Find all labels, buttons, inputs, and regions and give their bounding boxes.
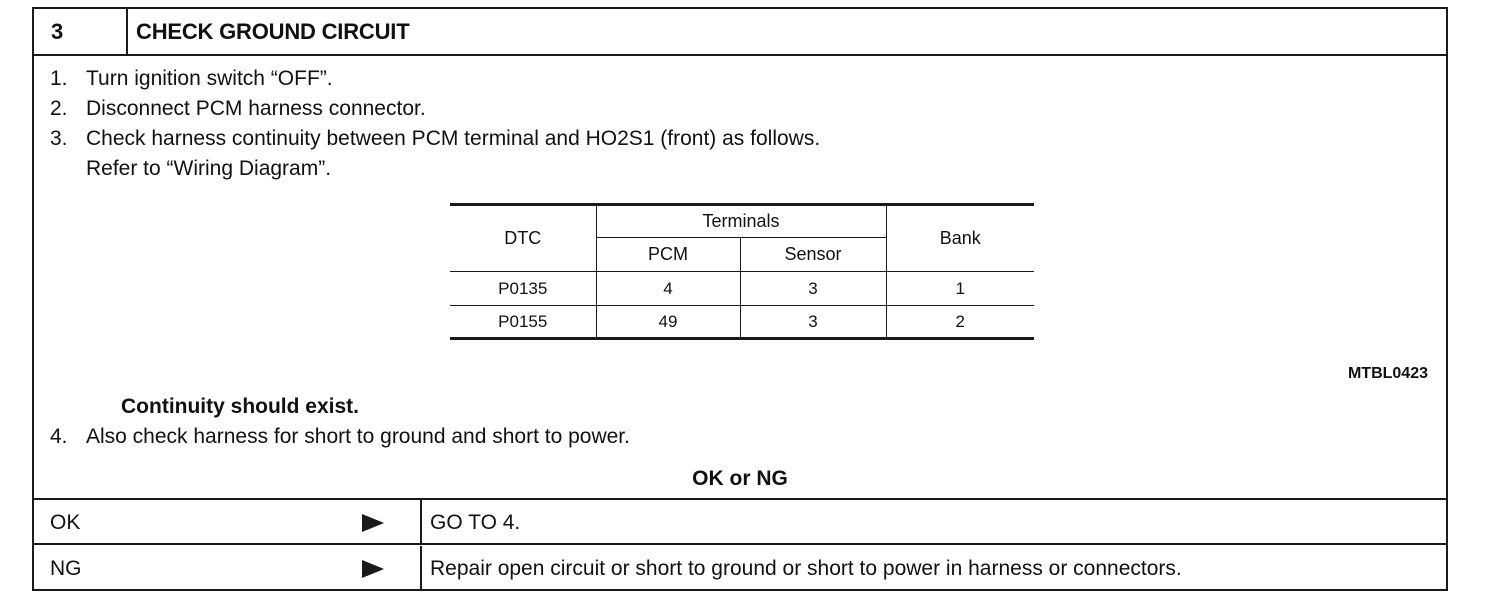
result-row-ng: [34, 546, 1446, 591]
cell-bank: 1: [886, 272, 1034, 306]
column-divider: [420, 546, 422, 591]
cell-sensor: 3: [740, 306, 886, 339]
table-row: [450, 306, 1034, 339]
cell-dtc: P0155: [450, 306, 596, 339]
step-number: 3: [34, 9, 128, 54]
result-label: OK: [50, 511, 81, 534]
procedure-text: Turn ignition switch “OFF”.: [86, 67, 333, 90]
header-sensor: Sensor: [740, 238, 886, 272]
arrow-right-icon: [362, 560, 384, 578]
result-row-ok: [34, 500, 1446, 545]
header-terminals: Terminals: [596, 205, 886, 238]
result-action: Repair open circuit or short to ground or short to power in harness or connectors.: [430, 557, 1182, 580]
cell-dtc: P0135: [450, 272, 596, 306]
table-row: [450, 272, 1034, 306]
continuity-note: Continuity should exist.: [121, 395, 360, 418]
result-action: GO TO 4.: [430, 511, 521, 534]
diagnostic-step-frame: [32, 7, 1448, 591]
procedure-number: 2.: [50, 97, 68, 120]
procedure-text: Refer to “Wiring Diagram”.: [86, 157, 332, 180]
arrow-right-icon: [362, 514, 384, 532]
cell-bank: 2: [955, 311, 965, 331]
procedure-text: Disconnect PCM harness connector.: [86, 97, 426, 120]
procedure-number: 1.: [50, 67, 68, 90]
procedure-text: Also check harness for short to ground and short to power.: [86, 425, 630, 448]
header-bank: Bank: [886, 205, 1034, 272]
cell-pcm: 4: [596, 272, 740, 306]
step-title: CHECK GROUND CIRCUIT: [136, 19, 410, 44]
cell-pcm: 49: [596, 306, 740, 339]
column-divider: [420, 500, 422, 543]
terminal-continuity-table: [450, 203, 1034, 340]
cell-sensor: 3: [740, 272, 886, 306]
procedure-number: 4.: [50, 425, 68, 448]
result-heading: OK or NG: [692, 467, 788, 490]
results-table: [34, 498, 1446, 591]
procedure-number: 3.: [50, 127, 68, 150]
step-header: [34, 9, 1446, 56]
header-pcm: PCM: [596, 238, 740, 272]
header-dtc: DTC: [450, 205, 596, 272]
result-label: NG: [50, 557, 82, 580]
procedure-text: Check harness continuity between PCM terminal and HO2S1 (front) as follows.: [86, 127, 821, 150]
table-reference-code: MTBL0423: [1347, 365, 1428, 382]
